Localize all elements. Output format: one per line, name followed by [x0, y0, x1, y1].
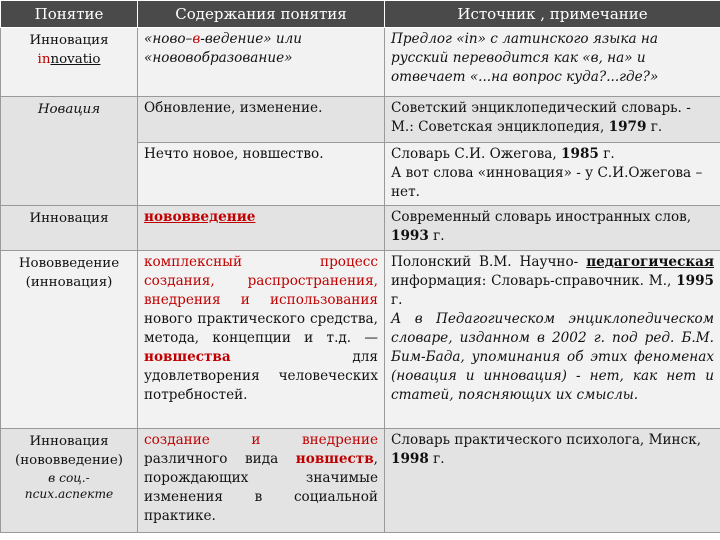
source-cell	[385, 97, 720, 143]
source-end: г.	[391, 292, 403, 308]
source-cell	[385, 206, 720, 251]
term-cell: Новация	[1, 97, 138, 206]
source-end: г.	[603, 146, 615, 162]
table-row	[1, 97, 720, 143]
content-cell	[138, 251, 385, 429]
content-part: -ведение» или «нововобразование»	[144, 31, 303, 66]
term-label: Инновация (нововведение)	[15, 434, 123, 468]
term-cell	[1, 429, 138, 533]
source-text: Советский энциклопедический словарь. - М.: Советская энциклопедия,	[391, 100, 691, 135]
source-end: г.	[650, 119, 663, 135]
content-part: различного вида	[144, 451, 279, 467]
content-cell: Обновление, изменение.	[138, 97, 385, 143]
source-cell	[385, 251, 720, 429]
content-cell: нововведение	[138, 206, 385, 251]
source-year: 1979	[608, 119, 647, 135]
term-cell: Инновация	[1, 206, 138, 251]
term-note: в соц.-псих.аспекте	[24, 471, 114, 501]
content-keyword: новшеств	[295, 451, 374, 467]
content-part: , порождающих значимые изменения в социальной практике.	[144, 451, 378, 524]
source-author: Полонский В.М. Научно-	[391, 254, 579, 270]
source-text: Словарь С.И. Ожегова,	[391, 146, 557, 162]
source-year: 1998	[391, 451, 429, 467]
content-cell	[138, 28, 385, 97]
content-keyword: новшества	[144, 349, 231, 365]
table-row	[1, 251, 720, 429]
source-text: Словарь практического психолога, Минск,	[391, 432, 702, 448]
term-label: Инновация	[29, 33, 109, 48]
source-text: информация: Словарь-справочник. М.,	[391, 273, 672, 289]
header-concept: Понятие	[1, 1, 138, 28]
table-header	[1, 1, 720, 28]
table-row	[1, 206, 720, 251]
source-note: А в Педагогическом энциклопедическом словаре, изданном в 2002 г. под ред. Б.М. Бим-Бада, упоминания об этих феноменах (новация и инновация) - нет, как нет и статей, поясняющих их смыслы.	[391, 311, 714, 403]
content-part: «ново–	[144, 31, 193, 47]
content-highlight: в	[192, 31, 201, 47]
source-cell	[385, 143, 720, 206]
source-year: 1995	[676, 273, 714, 289]
source-text: Современный словарь иностранных слов,	[391, 209, 692, 225]
latin-root: novatio	[50, 52, 101, 67]
source-year: 1993	[391, 228, 429, 244]
term-cell: Нововведение (инновация)	[1, 251, 138, 429]
source-note: А вот слова «инновация» - у С.И.Ожегова – нет.	[391, 165, 703, 200]
latin-prefix: in	[37, 52, 51, 67]
table-row	[1, 429, 720, 533]
header-content: Содержания понятия	[138, 1, 385, 28]
content-highlight: создание и внедрение	[144, 432, 378, 448]
source-cell	[385, 429, 720, 533]
term-cell	[1, 28, 138, 97]
source-end: г.	[433, 228, 445, 244]
source-keyword: педагогическая	[586, 254, 715, 270]
content-part: нового практического средства, метода, концепции и т.д. —	[144, 311, 378, 346]
table-row	[1, 28, 720, 97]
content-highlight: комплексный процесс создания, распространения, внедрения и использования	[144, 254, 378, 308]
header-source: Источник , примечание	[385, 1, 720, 28]
source-year: 1985	[561, 146, 599, 162]
content-part: для удовлетворения человеческих потребностей.	[144, 349, 378, 403]
term-latin	[7, 50, 131, 69]
content-cell: Нечто новое, новшество.	[138, 143, 385, 206]
source-cell: Предлог «in» с латинского языка на русский переводится как «в, на» и отвечает «...на вопрос куда?...где?»	[385, 28, 720, 97]
source-end: г.	[433, 451, 445, 467]
content-cell	[138, 429, 385, 533]
